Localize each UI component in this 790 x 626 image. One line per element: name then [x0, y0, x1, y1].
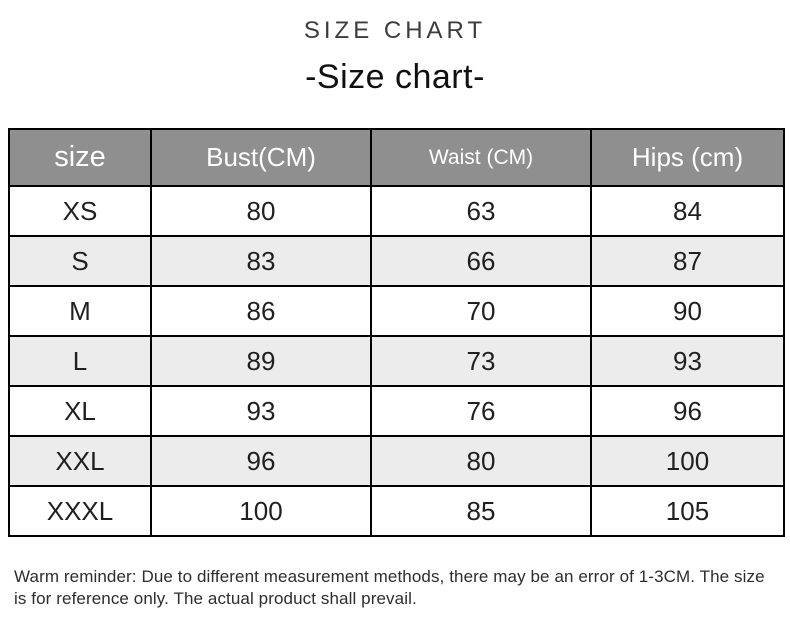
size-chart-table — [8, 128, 785, 537]
bust-cell: 89 — [151, 336, 371, 386]
table-row — [9, 436, 784, 486]
warm-reminder-note: Warm reminder: Due to different measurement methods, there may be an error of 1-3CM. The size is for reference only. The actual product shall prevail. — [14, 567, 765, 609]
hips-cell: 87 — [591, 236, 784, 286]
page-subtitle: -Size chart- — [305, 58, 485, 96]
waist-cell: 66 — [371, 236, 591, 286]
bust-cell: 96 — [151, 436, 371, 486]
hips-cell: 96 — [591, 386, 784, 436]
bust-cell: 86 — [151, 286, 371, 336]
page-title: SIZE CHART — [303, 17, 487, 44]
hips-cell: 90 — [591, 286, 784, 336]
size-cell: XXXL — [9, 486, 151, 536]
waist-cell: 73 — [371, 336, 591, 386]
column-header-bust: Bust(CM) — [151, 129, 371, 186]
bust-cell: 100 — [151, 486, 371, 536]
size-cell: S — [9, 236, 151, 286]
hips-cell: 100 — [591, 436, 784, 486]
table-row — [9, 186, 784, 236]
waist-cell: 63 — [371, 186, 591, 236]
table-row — [9, 386, 784, 436]
bust-cell: 80 — [151, 186, 371, 236]
hips-cell: 105 — [591, 486, 784, 536]
waist-cell: 85 — [371, 486, 591, 536]
table-row — [9, 486, 784, 536]
size-cell: XXL — [9, 436, 151, 486]
bust-cell: 93 — [151, 386, 371, 436]
table-row — [9, 336, 784, 386]
waist-cell: 80 — [371, 436, 591, 486]
size-cell: XL — [9, 386, 151, 436]
column-header-hips: Hips (cm) — [591, 129, 784, 186]
waist-cell: 70 — [371, 286, 591, 336]
hips-cell: 93 — [591, 336, 784, 386]
table-header-row — [9, 129, 784, 186]
table-row — [9, 286, 784, 336]
hips-cell: 84 — [591, 186, 784, 236]
waist-cell: 76 — [371, 386, 591, 436]
size-cell: L — [9, 336, 151, 386]
size-cell: M — [9, 286, 151, 336]
column-header-size: size — [9, 129, 151, 186]
bust-cell: 83 — [151, 236, 371, 286]
column-header-waist: Waist (CM) — [371, 129, 591, 186]
table-row — [9, 236, 784, 286]
size-cell: XS — [9, 186, 151, 236]
